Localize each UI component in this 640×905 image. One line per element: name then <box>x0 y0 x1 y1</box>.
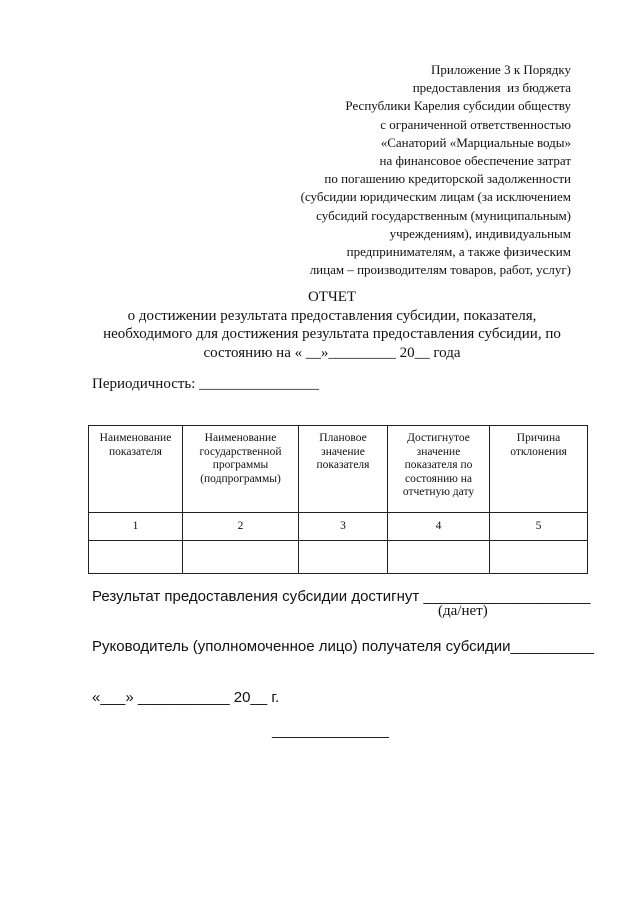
result-achieved-hint: (да/нет) <box>438 603 488 619</box>
appendix-line: предпринимателям, а также физическим <box>346 244 571 260</box>
result-achieved-field: Результат предоставления субсидии достигнут ____________________ <box>92 588 591 605</box>
report-subtitle-line: о достижении результата предоставления субсидии, показателя, <box>127 307 537 324</box>
table-header-cell: Плановое значение показателя <box>299 426 388 513</box>
table-cell <box>89 541 183 574</box>
table-header-cell: Наименование государственной программы (подпрограммы) <box>183 426 299 513</box>
date-field: «___» ___________ 20__ г. <box>92 689 280 706</box>
table-header-cell: Достигнутое значение показателя по состоянию на отчетную дату <box>388 426 490 513</box>
report-title: ОТЧЕТ <box>307 289 357 305</box>
appendix-block <box>241 61 571 279</box>
report-table <box>88 425 588 574</box>
table-row <box>89 541 588 574</box>
appendix-line: субсидий государственным (муниципальным) <box>316 207 571 223</box>
report-subtitle-line: необходимого для достижения результата предоставления субсидии, по <box>103 326 561 343</box>
table-cell <box>183 541 299 574</box>
signature-line: ______________ <box>272 722 389 739</box>
column-number: 5 <box>490 513 588 541</box>
table-header-cell: Причина отклонения <box>490 426 588 513</box>
report-heading <box>78 288 586 362</box>
periodicity-field: Периодичность: ________________ <box>92 376 320 392</box>
appendix-line: Республики Карелия субсидии обществу <box>345 98 571 114</box>
appendix-line: с ограниченной ответственностью <box>380 116 571 132</box>
column-number: 4 <box>388 513 490 541</box>
appendix-line: «Санаторий «Марциальные воды» <box>380 134 571 150</box>
appendix-line: лицам – производителям товаров, работ, услуг) <box>309 262 571 278</box>
appendix-line: предоставления из бюджета <box>412 80 571 96</box>
column-number: 1 <box>89 513 183 541</box>
table-cell <box>388 541 490 574</box>
appendix-line: на финансовое обеспечение затрат <box>379 153 571 169</box>
appendix-line: (субсидии юридическим лицам (за исключением <box>300 189 571 205</box>
column-number: 2 <box>183 513 299 541</box>
table-cell <box>490 541 588 574</box>
appendix-line: учреждениям), индивидуальным <box>389 225 571 241</box>
table-header-row <box>89 426 588 513</box>
column-number: 3 <box>299 513 388 541</box>
report-subtitle-line: состоянию на « __»_________ 20__ года <box>203 344 461 361</box>
table-number-row <box>89 513 588 541</box>
head-signature-field: Руководитель (уполномоченное лицо) получателя субсидии__________ <box>92 638 594 655</box>
appendix-line: по погашению кредиторской задолженности <box>324 171 571 187</box>
appendix-line: Приложение 3 к Порядку <box>431 62 571 77</box>
table-header-cell: Наименование показателя <box>89 426 183 513</box>
table-cell <box>299 541 388 574</box>
